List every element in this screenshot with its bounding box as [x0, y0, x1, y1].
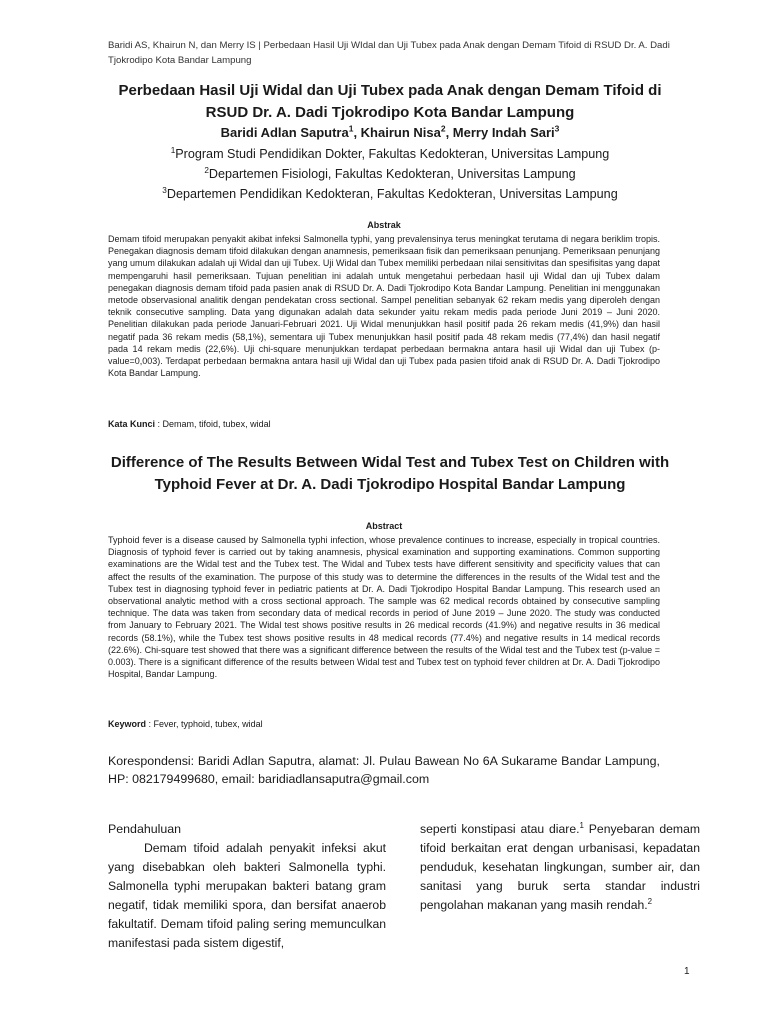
abstract-body: Typhoid fever is a disease caused by Salmonella typhi infection, whose prevalence continues to increase, especially in tropical countries. Diagnosis of typhoid fever is carried out by taking anamnesis, physical examination and supporting examinations. Common supporting examinations are the Widal test and the Tubex test. The Widal and Tubex tests have different sensitivity and specificity values that can affect the results of the examination. The purpose of this study was to determine the differences in the results of the Widal test and the Tubex test in diagnosing typhoid fever in pediatric patients at Dr. A. Dadi Tjokrodipo Hospital Bandar Lampung. This research used an observational analytic method with a cross sectional approach. The sample was 62 medical records obtained by consecutive sampling technique. The data was taken from secondary data of medical records in period of June 2019 – June 2020. The study was conducted from January to February 2021. The Widal test shows positive results in 26 medical records (41.9%) and negative results in 36 medical records (58.1%), while the Tubex test shows positive results in 48 medical records (77.4%) and negative results in 14 medical records (22.6%). Chi-square test showed that there was a significant difference between the results of the Widal test and the Tubex test (p-value = 0.003). There is a significant difference of the results between Widal test and Tubex test on typhoid fever children at Dr. A. Dadi Tjokrodipo Hospital, Bandar Lampung. [108, 535, 660, 680]
citation-1: 1 [579, 820, 584, 830]
abstrak-heading: Abstrak [367, 220, 401, 230]
correspondence: Korespondensi: Baridi Adlan Saputra, alamat: Jl. Pulau Bawean No 6A Sukarame Bandar Lampung, HP: 082179499680, email: baridiadlansaputra@gmail.com [108, 754, 660, 786]
abstrak-body: Demam tifoid merupakan penyakit akibat infeksi Salmonella typhi, yang prevalensinya terus meningkat terutama di negara beriklim tropis. Penegakan diagnosis demam tifoid dilakukan dengan anamnesis, pemeriksaan fisik dan pemeriksaan penunjang. Pemeriksaan penunjang yang umum dilakukan adalah uji Widal dan uji Tubex. Uji Widal dan Tubex memiliki perbedaan nilai sensitivitas dan spesifisitas yang dapat mempengaruhi hasil pemeriksaan. Tujuan penelitian ini adalah untuk mengetahui perbedaan hasil uji Widal dan uji Tubex dalam penegakan diagnosis demam tifoid pada pasien anak di RSUD Dr. A. Dadi Tjokrodipo Kota Bandar Lampung. Penelitian ini menggunakan metode observasional analitik dengan pendekatan cross sectional. Sampel penelitian sebanyak 62 rekam medis yang diperoleh dengan teknik consecutive sampling. Data yang digunakan adalah data sekunder yaitu rekam medis pada periode Juni 2019 – Juni 2020. Penelitian dilakukan pada periode Januari-Februari 2021. Uji Widal menunjukkan hasil positif pada 26 rekam medis (41,9%) dan hasil negatif pada 36 rekam medis (58,1%), sementara uji Tubex menunjukkan hasil positif pada 48 rekam medis (77,4%) dan hasil negatif pada 14 rekam medis (22,6%). Uji chi-square menunjukkan terdapat perbedaan bermakna antara hasil uji Widal dan uji Tubex (p-value=0,003). Terdapat perbedaan bermakna antara hasil uji Widal dan uji Tubex pada pasien tifoid anak di RSUD Dr. A. Dadi Tjokrodipo Kota Bandar Lampung. [108, 234, 660, 379]
intro-right-column [420, 820, 700, 915]
author-2: Khairun Nisa$^2$, [360, 123, 453, 140]
author-1: Baridi Adlan Saputra$^1$, [220, 123, 361, 140]
intro-left-column [108, 820, 386, 953]
section-heading-pendahuluan: Pendahuluan [108, 822, 182, 836]
author-list [100, 123, 680, 143]
kata-kunci [108, 418, 660, 430]
affiliation-3: $^3$Departemen Pendidikan Kedokteran, Fakultas Kedokteran, Universitas Lampung [162, 185, 618, 201]
author-3: Merry Indah Sari$^3$ [452, 123, 560, 140]
intro-paragraph-continued: seperti konstipasi atau diare.$^1$ Penyebaran demam tifoid berkaitan erat dengan urbanisasi, kepadatan penduduk, kesehatan lingkungan, sumber air, dan sanitasi yang buruk serta standar industri pengolahan makanan yang masih rendah.$^2$ [420, 820, 700, 912]
abstract-heading: Abstract [365, 521, 403, 531]
title-indonesian: Perbedaan Hasil Uji Widal dan Uji Tubex pada Anak dengan Demam Tifoid di RSUD Dr. A. Dadi Tjokrodipo Kota Bandar Lampung [118, 82, 662, 121]
citation-2: 2 [647, 896, 653, 906]
page-number: 1 [684, 966, 690, 977]
running-head: Baridi AS, Khairun N, dan Merry IS | Perbedaan Hasil Uji WIdal dan Uji Tubex pada Anak dengan Demam Tifoid di RSUD Dr. A. Dadi Tjokrodipo Kota Bandar Lampung [108, 40, 670, 66]
title-english: Difference of The Results Between Widal Test and Tubex Test on Children with Typhoid Fever at Dr. A. Dadi Tjokrodipo Hospital Bandar Lampung [110, 454, 670, 493]
affiliation-1: $^1$Program Studi Pendidikan Dokter, Fakultas Kedokteran, Universitas Lampung [170, 145, 610, 161]
kata-kunci-values: : Demam, tifoid, tubex, widal [157, 419, 271, 429]
affiliation-2: $^2$Departemen Fisiologi, Fakultas Kedokteran, Universitas Lampung [204, 165, 576, 181]
kata-kunci-label: Kata Kunci [108, 419, 156, 429]
keywords [108, 718, 660, 730]
keywords-label: Keyword [108, 719, 147, 729]
affiliations [100, 144, 680, 204]
keywords-values: : Fever, typhoid, tubex, widal [148, 719, 263, 729]
intro-paragraph-1: Demam tifoid adalah penyakit infeksi akut yang disebabkan oleh bakteri Salmonella typhi. Salmonella typhi merupakan bakteri batang gram negatif, tidak memiliki spora, dan bersifat anaerob fakultatif. Demam tifoid paling sering memunculkan manifestasi pada sistem digestif, [108, 841, 386, 950]
